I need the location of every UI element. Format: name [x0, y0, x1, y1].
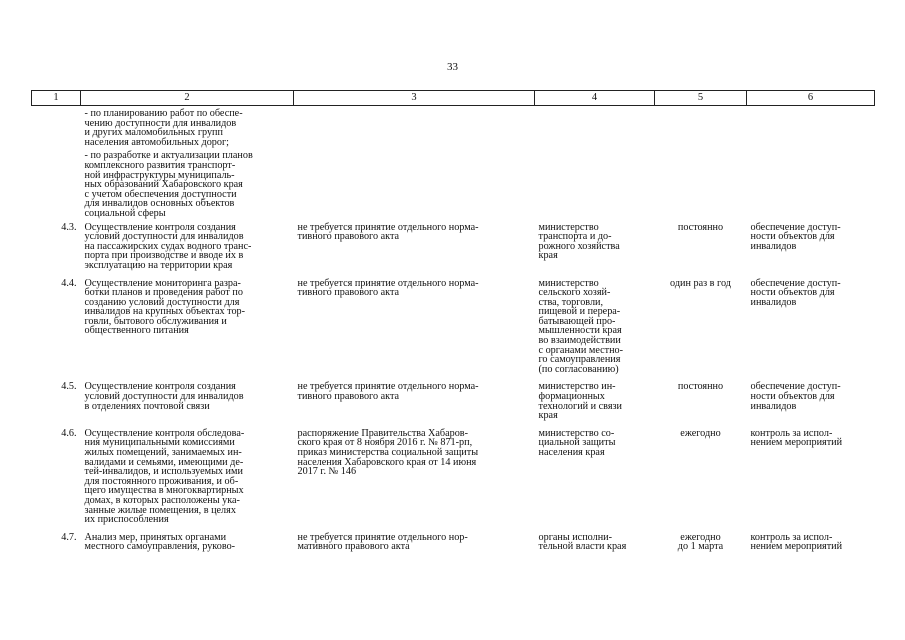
measure-name: Осуществление мониторинга разра- ботки планов и проведения работ по созданию условий доступности для инвалидов на крупных объектах тор- говли, бытового обслуживания и общественного питания	[84, 277, 246, 337]
continuation-row	[32, 106, 875, 219]
expected-result: контроль за испол- нением мероприятий	[750, 427, 843, 449]
row-number: 4.4.	[61, 277, 77, 289]
deadline: ежегодно до 1 марта	[677, 531, 724, 553]
row-number: 4.3.	[61, 221, 77, 233]
continuation-item: - по разработке и актуализации планов комплексного развития транспорт- ной инфраструктуры муниципаль- ных образований Хабаровского края с учетом обеспечения доступности для инвалидов основных объектов социальной сферы	[84, 150, 253, 219]
executor: министерство ин- формационных технологий и связи края	[538, 381, 623, 422]
column-header-3: 3	[294, 91, 535, 106]
table-row	[32, 374, 875, 420]
measures-table	[31, 90, 875, 552]
measure-name: Осуществление контроля создания условий доступности для инвалидов в отделениях почтовой связи	[84, 381, 244, 412]
table-row	[32, 421, 875, 525]
page-number: 33	[447, 61, 458, 73]
column-header-6: 6	[747, 91, 875, 106]
column-header-2: 2	[81, 91, 294, 106]
row-number: 4.5.	[61, 381, 77, 393]
expected-result: обеспечение доступ- ности объектов для инвалидов	[750, 277, 841, 308]
expected-result: обеспечение доступ- ности объектов для инвалидов	[750, 381, 841, 412]
column-header-1: 1	[32, 91, 81, 106]
expected-result: обеспечение доступ- ности объектов для инвалидов	[750, 221, 841, 252]
measure-name: Анализ мер, принятых органами местного самоуправления, руково-	[84, 531, 236, 553]
column-header-5: 5	[655, 91, 747, 106]
header-row	[32, 91, 875, 106]
executor: органы исполни- тельной власти края	[538, 531, 627, 553]
deadline: один раз в год	[670, 277, 731, 289]
legal-act: не требуется принятие отдельного нор- мативного правового акта	[297, 531, 468, 553]
table-row	[32, 271, 875, 375]
deadline: постоянно	[677, 221, 724, 233]
column-header-4: 4	[535, 91, 655, 106]
measure-name	[81, 106, 294, 219]
table-row	[32, 525, 875, 552]
row-number: 4.6.	[61, 427, 77, 439]
row-number: 4.7.	[61, 531, 77, 543]
deadline: ежегодно	[680, 427, 721, 439]
measure-name: Осуществление контроля обследова- ния муниципальными комиссиями жилых помещений, занимаемых ин- валидами и семьями, имеющими де- тей-инвалидов, и используемых ими для постоянного проживания, и об- щего имущества в многоквартирных домах, в которых расположены ука- занные жилые помещения, в целях их приспособления	[84, 427, 245, 526]
expected-result: контроль за испол- нением мероприятий	[750, 531, 843, 553]
measure-name: Осуществление контроля создания условий доступности для инвалидов на пассажирских судах водного транс- порта при производстве и вводе их в эксплуатацию на территории края	[84, 221, 252, 271]
row-number	[32, 106, 81, 219]
executor: министерство со- циальной защиты населения края	[538, 427, 616, 458]
continuation-item: - по планированию работ по обеспе- чению доступности для инвалидов и других маломобильных групп населения автомобильных дорог;	[84, 108, 243, 148]
executor: министерство сельского хозяй- ства, торговли, пищевой и перера- батывающей про- мышленности края во взаимодействии с органами местно- го самоуправления (по согласованию)	[538, 277, 624, 375]
legal-act: не требуется принятие отдельного норма- тивного правового акта	[297, 221, 479, 243]
deadline: постоянно	[677, 381, 724, 393]
legal-act: не требуется принятие отдельного норма- тивного правового акта	[297, 381, 479, 403]
table-row	[32, 219, 875, 271]
legal-act: не требуется принятие отдельного норма- тивного правового акта	[297, 277, 479, 299]
executor: министерство транспорта и до- рожного хозяйства края	[538, 221, 620, 262]
legal-act: распоряжение Правительства Хабаров- ского края от 8 ноября 2016 г. № 871-рп, приказ министерства социальной защиты населения Хабаровского края от 14 июня 2017 г. № 146	[297, 427, 479, 478]
